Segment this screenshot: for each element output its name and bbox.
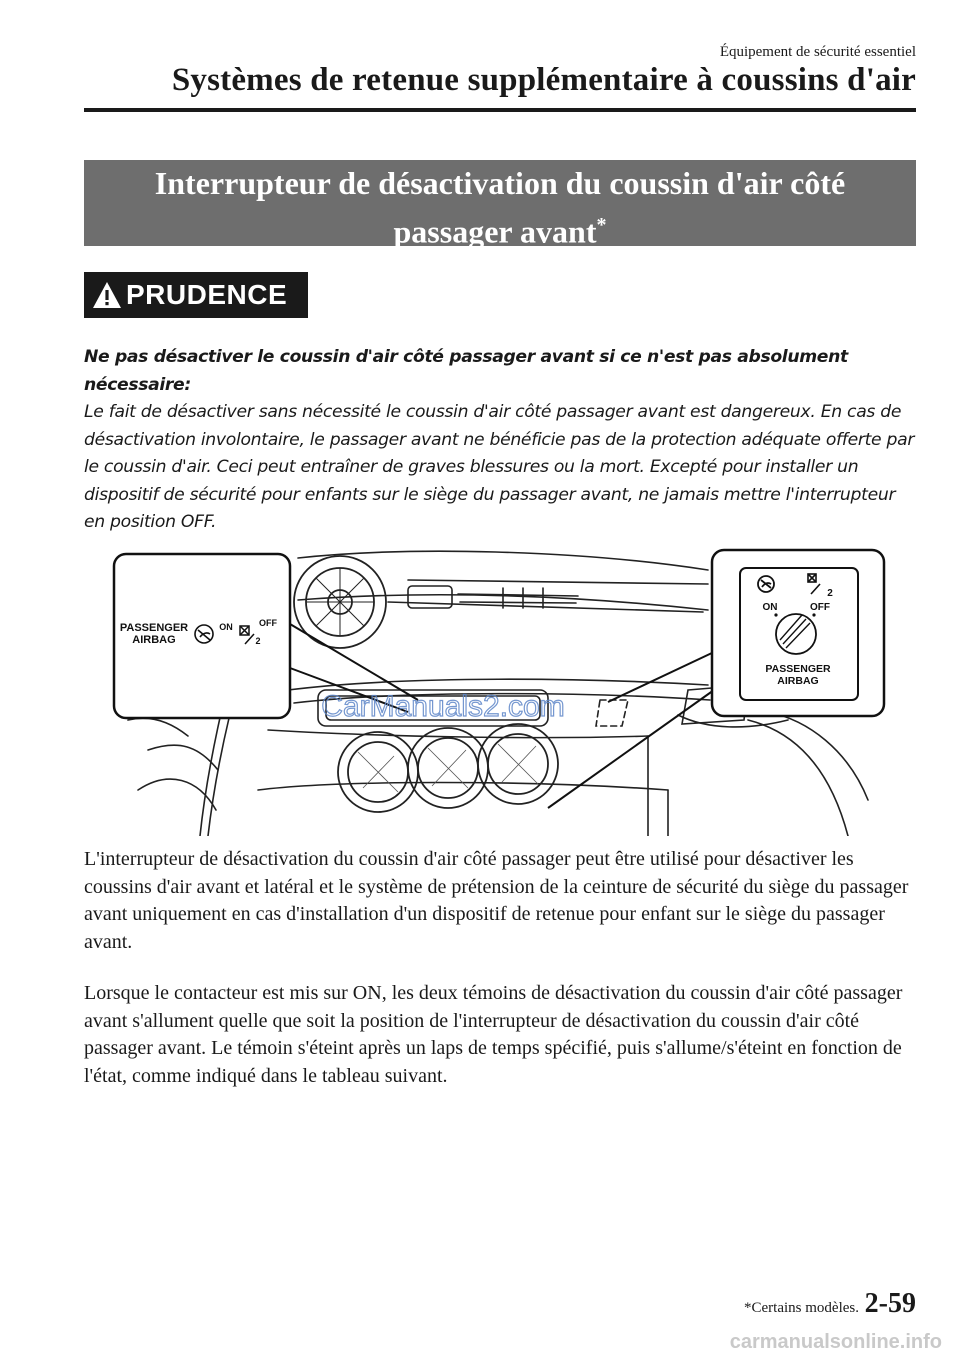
running-header-section: Équipement de sécurité essentiel: [719, 44, 916, 60]
left-off-number: 2: [255, 636, 261, 646]
left-callout-label-line1: PASSENGER: [119, 622, 189, 634]
right-callout-label-line1: PASSENGER: [765, 663, 831, 675]
right-off-label: OFF: [810, 602, 830, 613]
right-off-number: 2: [827, 588, 833, 599]
caution-box: [84, 272, 308, 318]
left-callout-label-line2: AIRBAG: [132, 634, 176, 646]
section-title-banner: [84, 160, 916, 250]
left-callout: [114, 554, 290, 718]
right-callout-label-line2: AIRBAG: [777, 675, 819, 687]
left-off-label: OFF: [259, 618, 277, 628]
warning-body: Le fait de désactiver sans nécessité le coussin d'air côté passager avant est dangereux. En cas de désactivation involontaire, le passager avant ne bénéficie pas de la protection adéquate offerte par le coussin d'air. Ceci peut entraîner de graves blessures ou la mort. Excepté pour installer un dispositif de sécurité pour enfants sur le siège du passager avant, ne jamais mettre l'interrupteur en position OFF.: [84, 402, 915, 532]
left-on-label: ON: [219, 622, 233, 632]
right-on-label: ON: [762, 602, 778, 613]
site-watermark: carmanualsonline.info: [729, 1331, 942, 1353]
section-title-line2: passager avant*: [393, 213, 607, 250]
footnote: *Certains modèles.: [744, 1300, 859, 1316]
section-title-line1: Interrupteur de désactivation du coussin d'air côté: [154, 165, 846, 201]
running-header-chapter: Systèmes de retenue supplémentaire à coussins d'air: [171, 62, 916, 98]
right-callout: [712, 550, 884, 716]
warning-triangle-icon: [92, 281, 122, 309]
header-rule: [84, 108, 916, 112]
body-paragraph-1: L'interrupteur de désactivation du coussin d'air côté passager peut être utilisé pour désactiver les coussins d'air avant et latéral et le système de prétension de la ceinture de sécurité du siège du passager avant uniquement en cas d'installation d'un dispositif de retenue pour enfant sur le siège du passager avant.: [84, 848, 909, 953]
dashboard-illustration: [108, 540, 888, 836]
footnote-marker: *: [596, 214, 607, 236]
page-number: 2-59: [864, 1288, 916, 1319]
body-paragraph-2: Lorsque le contacteur est mis sur ON, les deux témoins de désactivation du coussin d'air côté passager avant s'allument quelle que soit la position de l'interrupteur de désactivation du coussin d'air côté passager avant. Le témoin s'éteint après un laps de temps spécifié, puis s'allume/s'éteint en fonction de l'état, comme indiqué dans le tableau suivant.: [84, 982, 903, 1087]
figure-watermark: CarManuals2.com: [321, 690, 565, 723]
warning-heading: Ne pas désactiver le coussin d'air côté passager avant si ce n'est pas absolument nécessaire:: [84, 347, 848, 395]
warning-text: [84, 344, 920, 537]
caution-label: PRUDENCE: [126, 279, 288, 310]
